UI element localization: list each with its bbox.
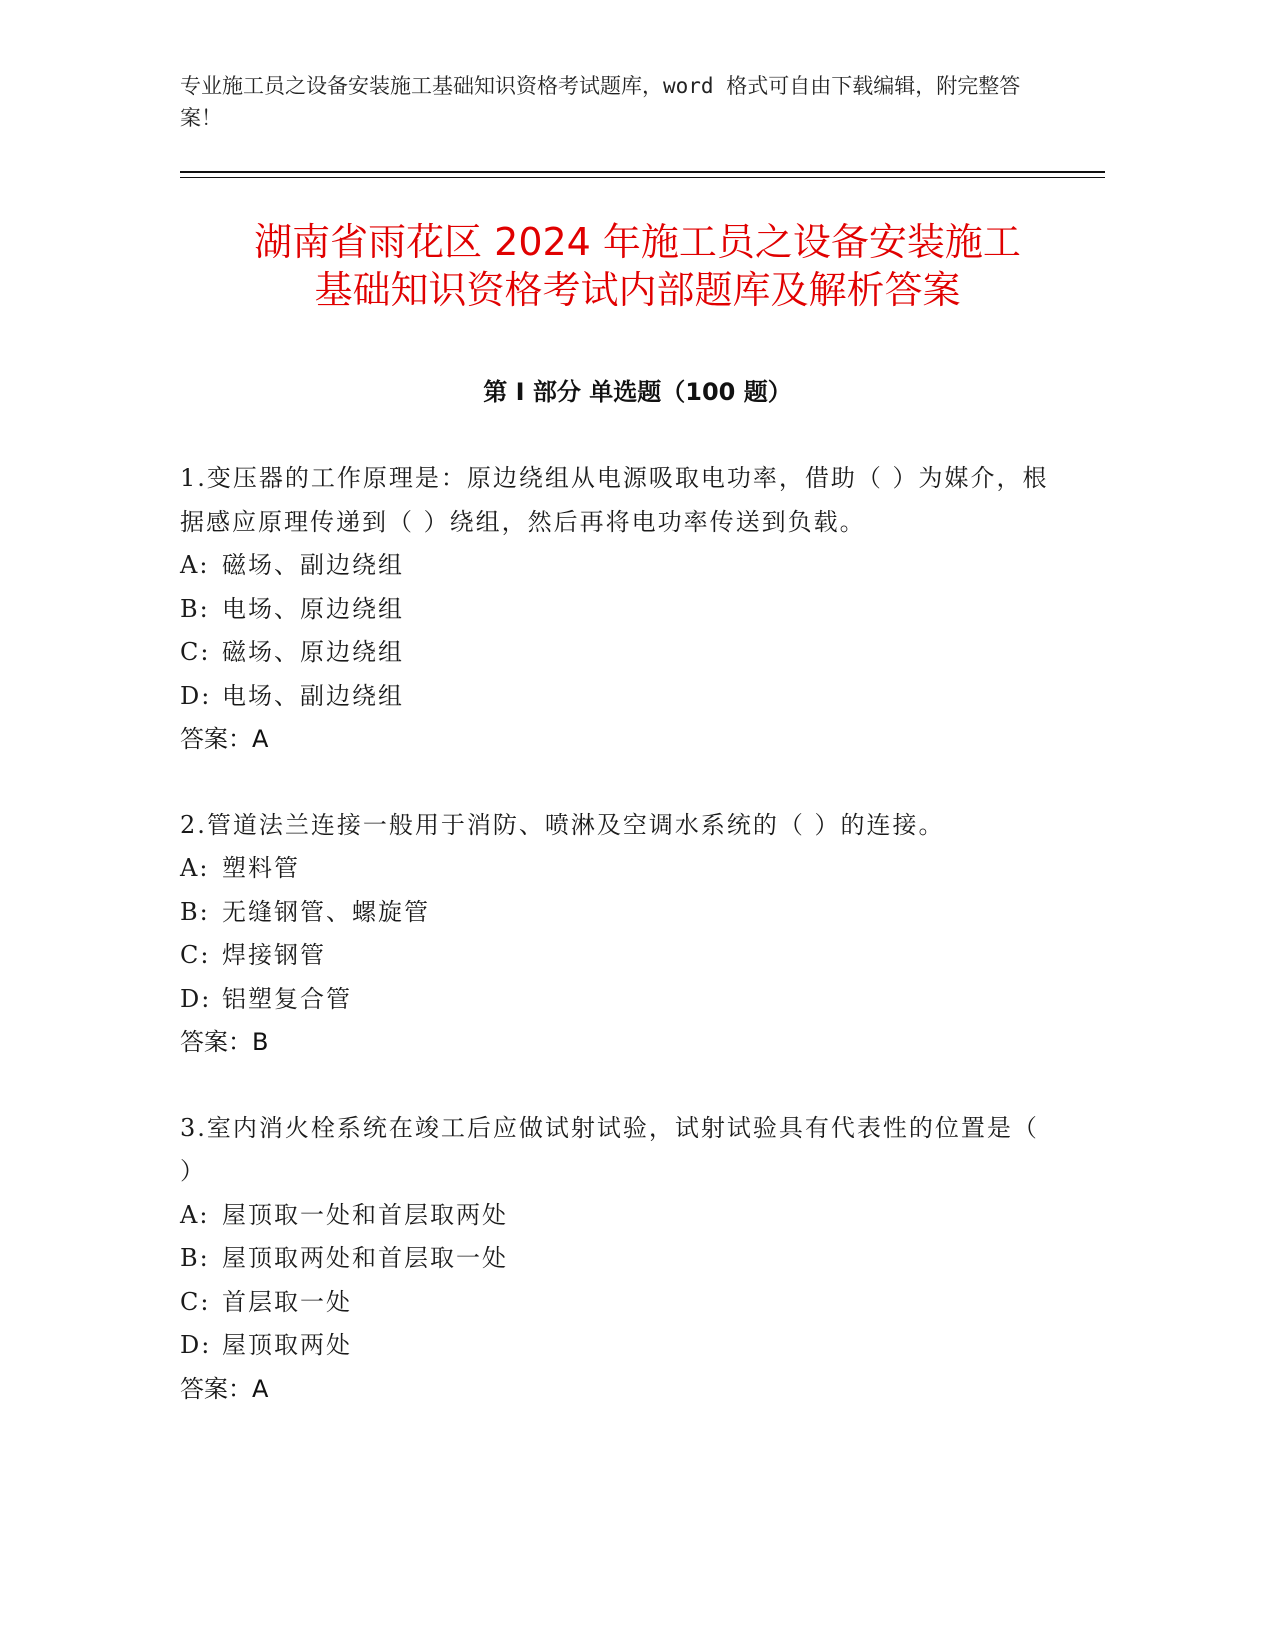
title-line-2: 基础知识资格考试内部题库及解析答案 [314, 268, 961, 312]
option-d [180, 675, 1060, 719]
answer-line: 答案：A [180, 1374, 269, 1403]
option-a [180, 847, 1060, 891]
question-stem: 2.管道法兰连接一般用于消防、喷淋及空调水系统的（ ）的连接。 [180, 810, 945, 839]
option-text: 焊接钢管 [222, 941, 326, 969]
option-text: 屋顶取一处和首层取两处 [222, 1200, 508, 1229]
option-letter: A: [180, 1200, 210, 1229]
question-stem: 1.变压器的工作原理是：原边绕组从电源吸取电功率，借助（ ）为媒介，根据感应原理传递到（ ）绕组，然后再将电功率传送到负载。 [180, 464, 1049, 536]
option-d [180, 978, 1060, 1022]
option-a [180, 1194, 1060, 1238]
option-letter: A: [180, 854, 210, 882]
option-letter: D: [180, 681, 212, 710]
option-text: 磁场、原边绕组 [222, 638, 404, 666]
answer-line: 答案：A [180, 725, 269, 753]
header-rule-thick [180, 171, 1105, 173]
option-text: 无缝钢管、螺旋管 [222, 897, 430, 926]
option-text: 屋顶取两处和首层取一处 [222, 1244, 508, 1272]
option-text: 塑料管 [222, 854, 300, 882]
option-c [180, 1281, 1060, 1325]
option-letter: A: [180, 551, 210, 579]
option-b [180, 891, 1060, 935]
option-letter: C: [180, 1287, 211, 1316]
option-a [180, 544, 1060, 588]
option-letter: D: [180, 1331, 212, 1359]
option-text: 电场、原边绕组 [222, 594, 404, 623]
option-letter: C: [180, 638, 211, 666]
option-letter: B: [180, 897, 210, 926]
option-c [180, 631, 1060, 675]
option-text: 磁场、副边绕组 [222, 551, 404, 579]
question-3 [180, 1107, 1060, 1412]
document-title [150, 218, 1125, 314]
question-list [180, 457, 1060, 1453]
option-b [180, 588, 1060, 632]
question-2 [180, 804, 1060, 1065]
option-text: 屋顶取两处 [222, 1331, 352, 1359]
option-letter: B: [180, 1244, 210, 1272]
option-text: 铝塑复合管 [222, 984, 352, 1013]
answer-line: 答案：B [180, 1028, 269, 1056]
option-letter: D: [180, 984, 212, 1013]
section-heading: 第 I 部分 单选题（100 题） [483, 378, 792, 406]
header-note: 专业施工员之设备安装施工基础知识资格考试题库，word 格式可自由下载编辑，附完整答案！ [180, 74, 1021, 130]
option-letter: B: [180, 594, 210, 623]
header-rule-thin [180, 177, 1105, 178]
option-text: 电场、副边绕组 [222, 681, 404, 710]
question-stem: 3.室内消火栓系统在竣工后应做试射试验，试射试验具有代表性的位置是（ ） [180, 1113, 1039, 1185]
title-line-1: 湖南省雨花区 2024 年施工员之设备安装施工 [254, 220, 1021, 264]
option-b [180, 1237, 1060, 1281]
question-1 [180, 457, 1060, 762]
option-text: 首层取一处 [222, 1287, 352, 1316]
option-c [180, 934, 1060, 978]
option-d [180, 1324, 1060, 1368]
option-letter: C: [180, 941, 211, 969]
